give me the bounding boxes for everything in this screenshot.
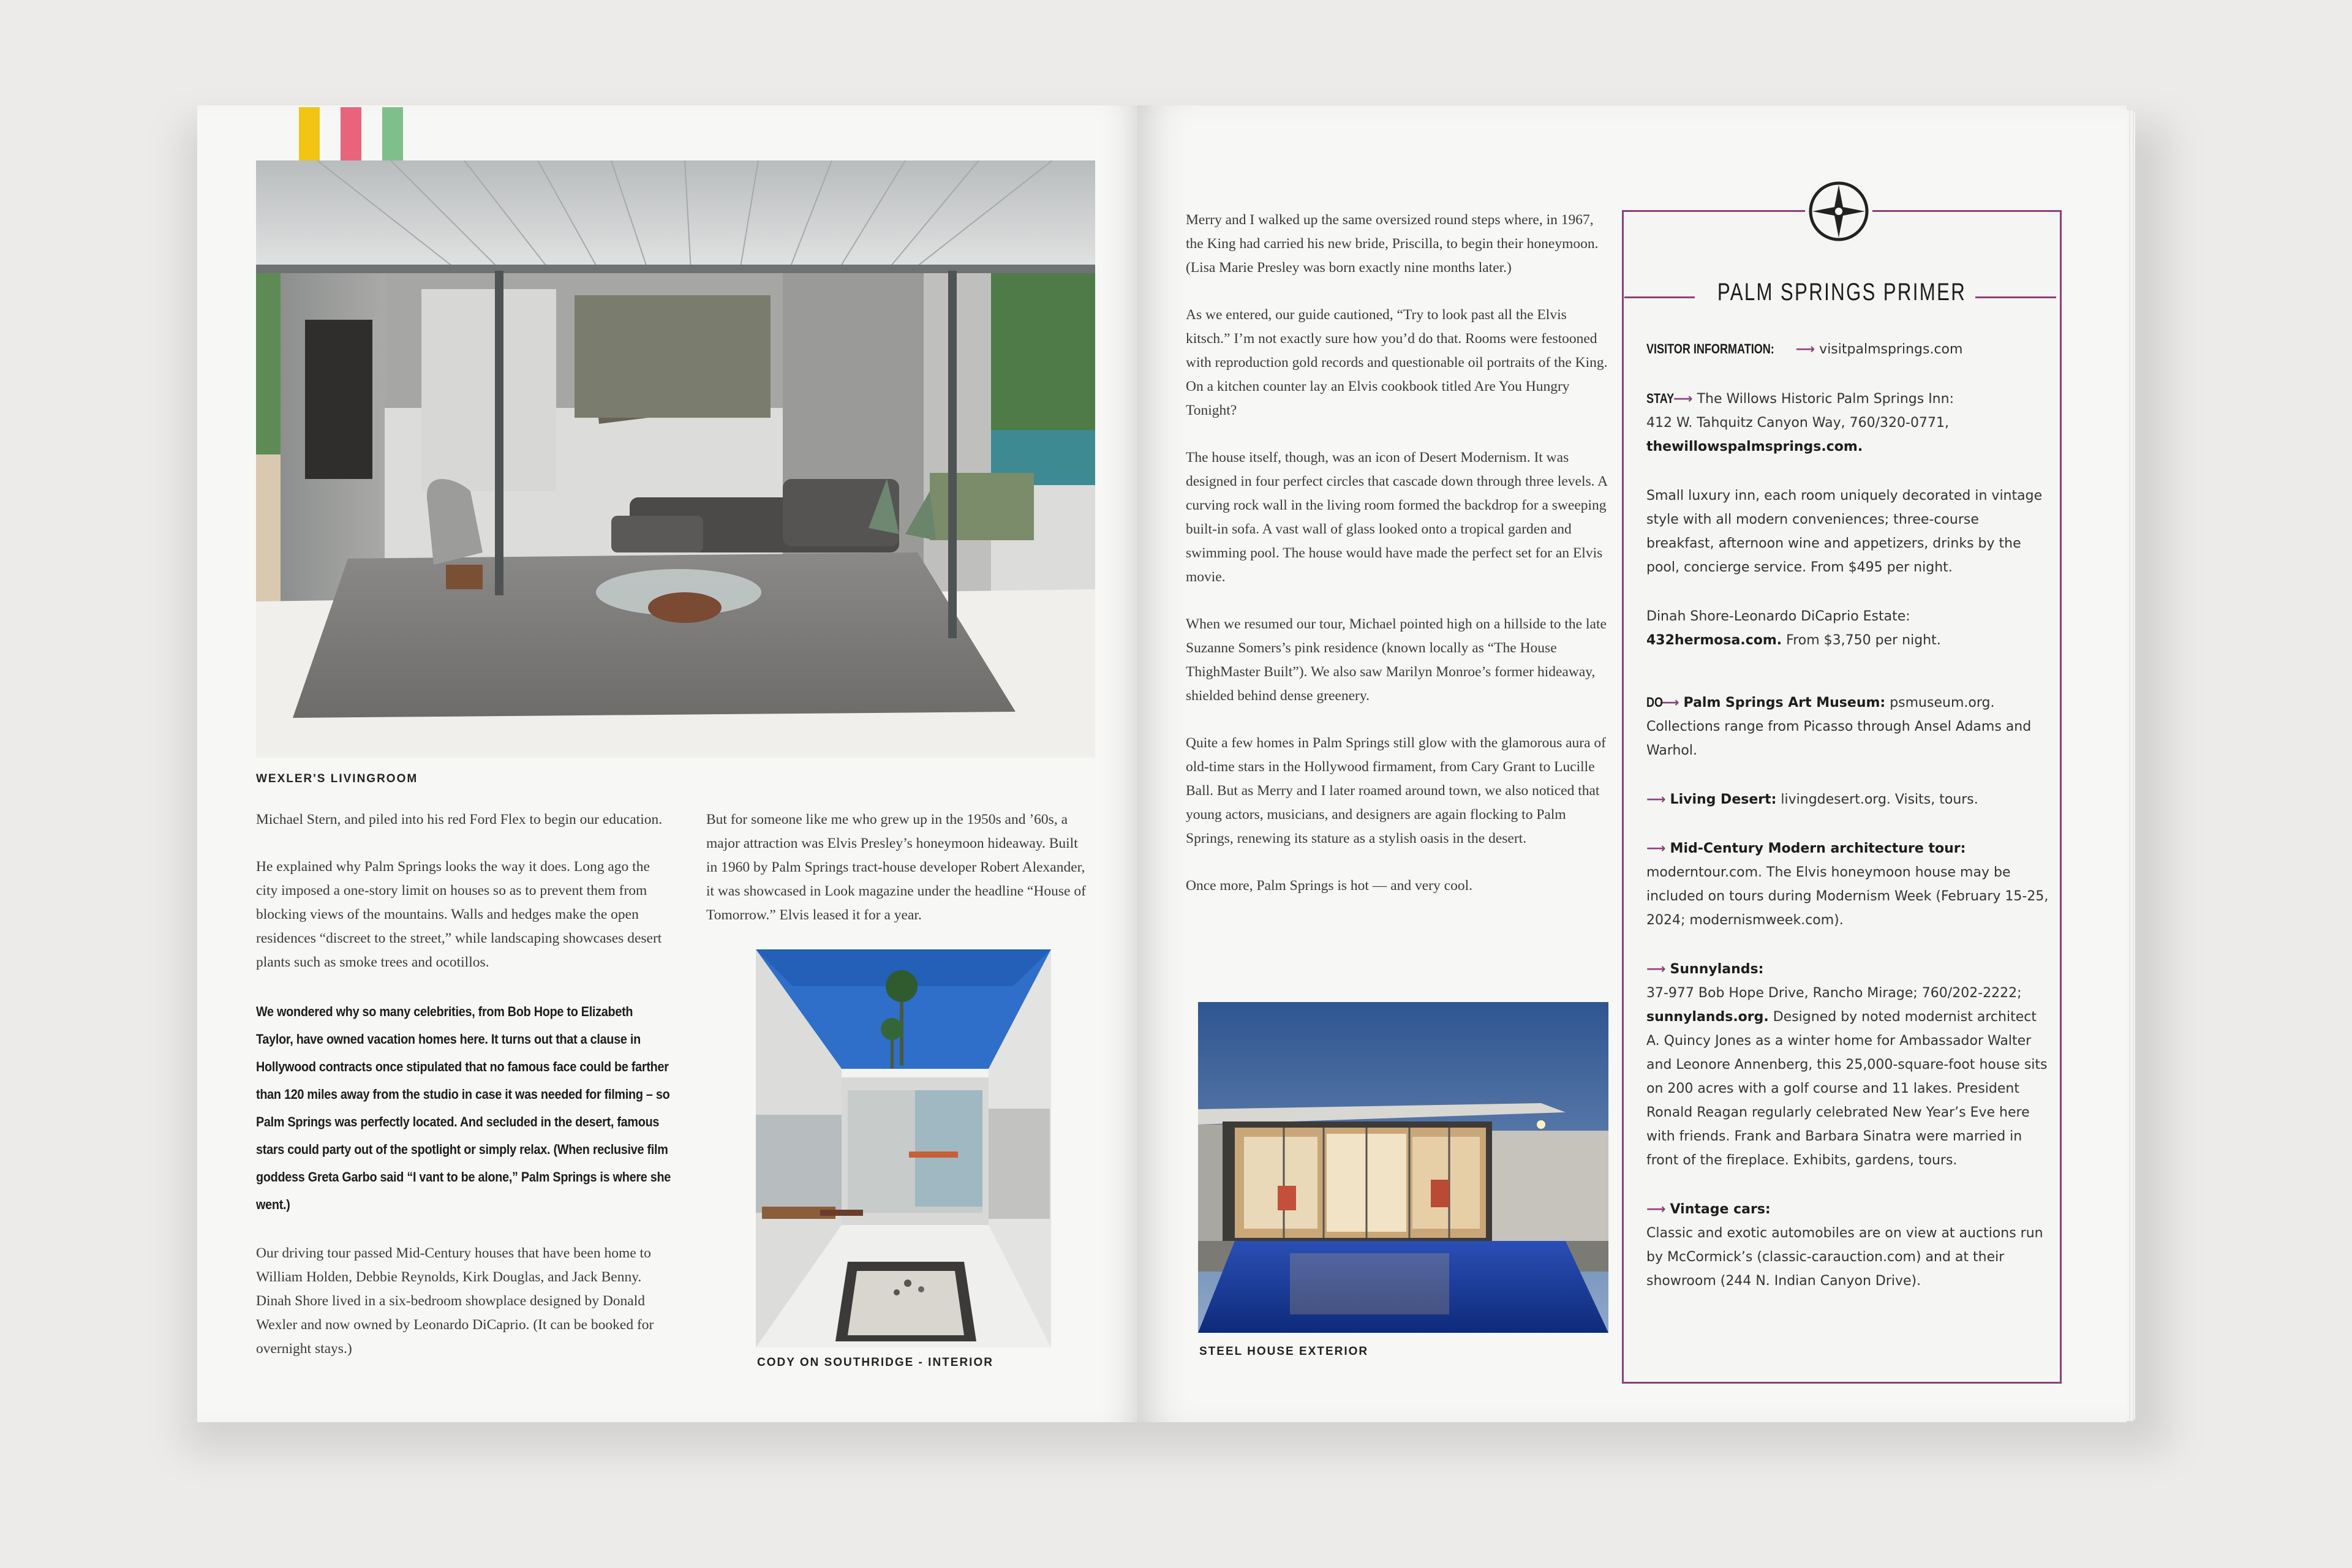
arrow-icon: ⟶ xyxy=(1660,695,1679,710)
museum-description: Collections range from Picasso through Ansel Adams and Warhol. xyxy=(1646,719,2032,758)
dinah-name: Dinah Shore-Leonardo DiCaprio Estate: xyxy=(1646,609,1910,624)
vintage-cars-name: Vintage cars: xyxy=(1670,1202,1771,1217)
primer-title: PALM SPRINGS PRIMER xyxy=(1717,279,1967,306)
left-column-2 xyxy=(706,808,1089,951)
paragraph: He explained why Palm Springs looks the way it does. Long ago the city imposed a one-story limit on houses so as to prevent them from blocking views of the mountains. Walls and hedges make the open residences “discreet to the street,” while landscaping showcases desert plants such as smoke trees and ocotillos. xyxy=(256,859,662,970)
sunnylands-url: sunnylands.org. xyxy=(1646,1009,1769,1025)
arrow-icon: ⟶ xyxy=(1795,342,1815,357)
architecture-tour-entry xyxy=(1646,837,2051,932)
vintage-cars-entry xyxy=(1646,1197,2051,1293)
paragraph: Michael Stern, and piled into his red Ford Flex to begin our education. xyxy=(256,812,663,827)
arrow-icon: ⟶ xyxy=(1646,1202,1666,1217)
paragraph: Once more, Palm Springs is hot — and very cool. xyxy=(1186,878,1472,894)
cody-interior-caption: CODY ON SOUTHRIDGE - INTERIOR xyxy=(757,1356,993,1369)
paragraph: When we resumed our tour, Michael pointed high on a hillside to the late Suzanne Somers’s pink residence (known locally as “The House ThighMaster Built”). We also saw Marilyn Monroe’s former hideaway, shielded behind dense greenery. xyxy=(1186,616,1607,704)
stay-address: 412 W. Tahquitz Canyon Way, 760/320-0771, xyxy=(1646,415,1949,431)
paragraph: As we entered, our guide cautioned, “Try to look past all the Elvis kitsch.” I’m not exactly sure how you’d do that. Rooms were festooned with reproduction gold records and questionable oil portraits of the King. On a kitchen counter lay an Elvis cookbook titled Are You Hungry Tonight? xyxy=(1186,307,1608,418)
paragraph: Our driving tour passed Mid-Century houses that have been home to William Holden, Debbie Reynolds, Kirk Douglas, and Jack Benny. Dinah Shore lived in a six-bedroom showplace designed by Donald Wexler and now owned by Leonardo DiCaprio. (It can be booked for overnight stays.) xyxy=(256,1245,654,1357)
living-desert-description: livingdesert.org. Visits, tours. xyxy=(1776,792,1978,807)
paragraph: The house itself, though, was an icon of Desert Modernism. It was designed in four perfect circles that cascade down through three levels. A curving rock wall in the living room formed the backdrop for a sweeping built-in sofa. A vast wall of glass looked onto a tropical garden and swimming pool. The house would have made the perfect set for an Elvis movie. xyxy=(1186,450,1607,585)
arrow-icon: ⟶ xyxy=(1646,792,1666,807)
compass-icon xyxy=(1805,178,1872,245)
visitor-info xyxy=(1646,337,2051,361)
dinah-url: 432hermosa.com. xyxy=(1646,633,1782,648)
vintage-cars-description: Classic and exotic automobiles are on view at auctions run by McCormick’s (classic-carauction.com) and at their showroom (244 N. Indian Canyon Drive). xyxy=(1646,1226,2043,1289)
right-column xyxy=(1186,208,1608,921)
sunnylands-name: Sunnylands: xyxy=(1670,962,1764,977)
dinah-entry xyxy=(1646,605,2051,652)
steel-house-caption: STEEL HOUSE EXTERIOR xyxy=(1199,1345,1369,1358)
stay-label: STAY xyxy=(1646,391,1675,406)
sunnylands-address: 37-977 Bob Hope Drive, Rancho Mirage; 760/202-2222; xyxy=(1646,986,2022,1001)
wexler-livingroom-caption: WEXLER'S LIVINGROOM xyxy=(256,772,418,785)
sunnylands-description: Designed by noted modernist architect A. Quincy Jones as a winter home for Ambassador Walter and Leonore Annenberg, this 25,000-square-foot house sits on 200 acres with a golf course and 11 lakes. President Ronald Reagan regularly celebrated New Year’s Eve here with friends. Frank and Barbara Sinatra were married in front of the fireplace. Exhibits, gardens, tours. xyxy=(1646,1009,2048,1168)
arrow-icon: ⟶ xyxy=(1673,391,1693,407)
museum-name: Palm Springs Art Museum: xyxy=(1683,695,1886,710)
architecture-tour-name: Mid-Century Modern architecture tour: xyxy=(1670,841,1966,856)
museum-entry xyxy=(1646,690,2051,763)
visitor-label: VISITOR INFORMATION: xyxy=(1646,341,1774,356)
arrow-icon: ⟶ xyxy=(1646,841,1666,856)
arrow-icon: ⟶ xyxy=(1646,962,1666,977)
stay-entry xyxy=(1646,386,2051,459)
steel-house-exterior-photo xyxy=(1198,1002,1608,1333)
stay-description: Small luxury inn, each room uniquely decorated in vintage style with all modern conveniences; three-course breakfast, afternoon wine and appetizers, drinks by the pool, concierge service. From $495 per night. xyxy=(1646,488,2043,575)
stay-name: The Willows Historic Palm Springs Inn: xyxy=(1697,391,1954,407)
cody-interior-photo xyxy=(756,949,1051,1348)
museum-url: psmuseum.org. xyxy=(1885,695,1995,710)
sunnylands-entry xyxy=(1646,957,2051,1172)
primer-body xyxy=(1646,337,2051,1318)
dinah-price: From $3,750 per night. xyxy=(1782,633,1941,648)
paragraph: But for someone like me who grew up in the 1950s and ’60s, a major attraction was Elvis Presley’s honeymoon hideaway. Built in 1960 by Palm Springs tract-house developer Robert Alexander, it was showcased in Look magazine under the headline “House of Tomorrow.” Elvis leased it for a year. xyxy=(706,812,1086,923)
wexler-livingroom-photo xyxy=(256,160,1095,758)
stay-url: thewillowspalmsprings.com. xyxy=(1646,439,1863,454)
pull-quote-paragraph: We wondered why so many celebrities, from Bob Hope to Elizabeth Taylor, have owned vacation homes here. It turns out that a clause in Hollywood contracts once stipulated that no famous face could be farther than 120 miles away from the studio in case it was needed for filming – so Palm Springs was perfectly located. And secluded in the desert, famous stars could party out of the spotlight or simply relax. (When reclusive film goddess Greta Garbo said “I vant to be alone,” Palm Springs is where she went.) xyxy=(256,1004,671,1212)
living-desert-entry xyxy=(1646,788,2051,812)
left-column-1 xyxy=(256,808,673,1384)
paragraph: Merry and I walked up the same oversized round steps where, in 1967, the King had carried his new bride, Priscilla, to begin their honeymoon. (Lisa Marie Presley was born exactly nine months later.) xyxy=(1186,212,1599,276)
visitor-url: visitpalmsprings.com xyxy=(1819,342,1963,357)
living-desert-name: Living Desert: xyxy=(1670,792,1777,807)
architecture-tour-description: moderntour.com. The Elvis honeymoon house may be included on tours during Modernism Week (February 15-25, 2024; modernismweek.com). xyxy=(1646,865,2049,928)
paragraph: Quite a few homes in Palm Springs still glow with the glamorous aura of old-time stars in the Hollywood firmament, from Cary Grant to Lucille Ball. But as Merry and I later roamed around town, we also noticed that young actors, musicians, and designers are again flocking to Palm Springs, renewing its stature as a stylish oasis in the desert. xyxy=(1186,735,1606,846)
do-label: DO xyxy=(1646,695,1664,710)
